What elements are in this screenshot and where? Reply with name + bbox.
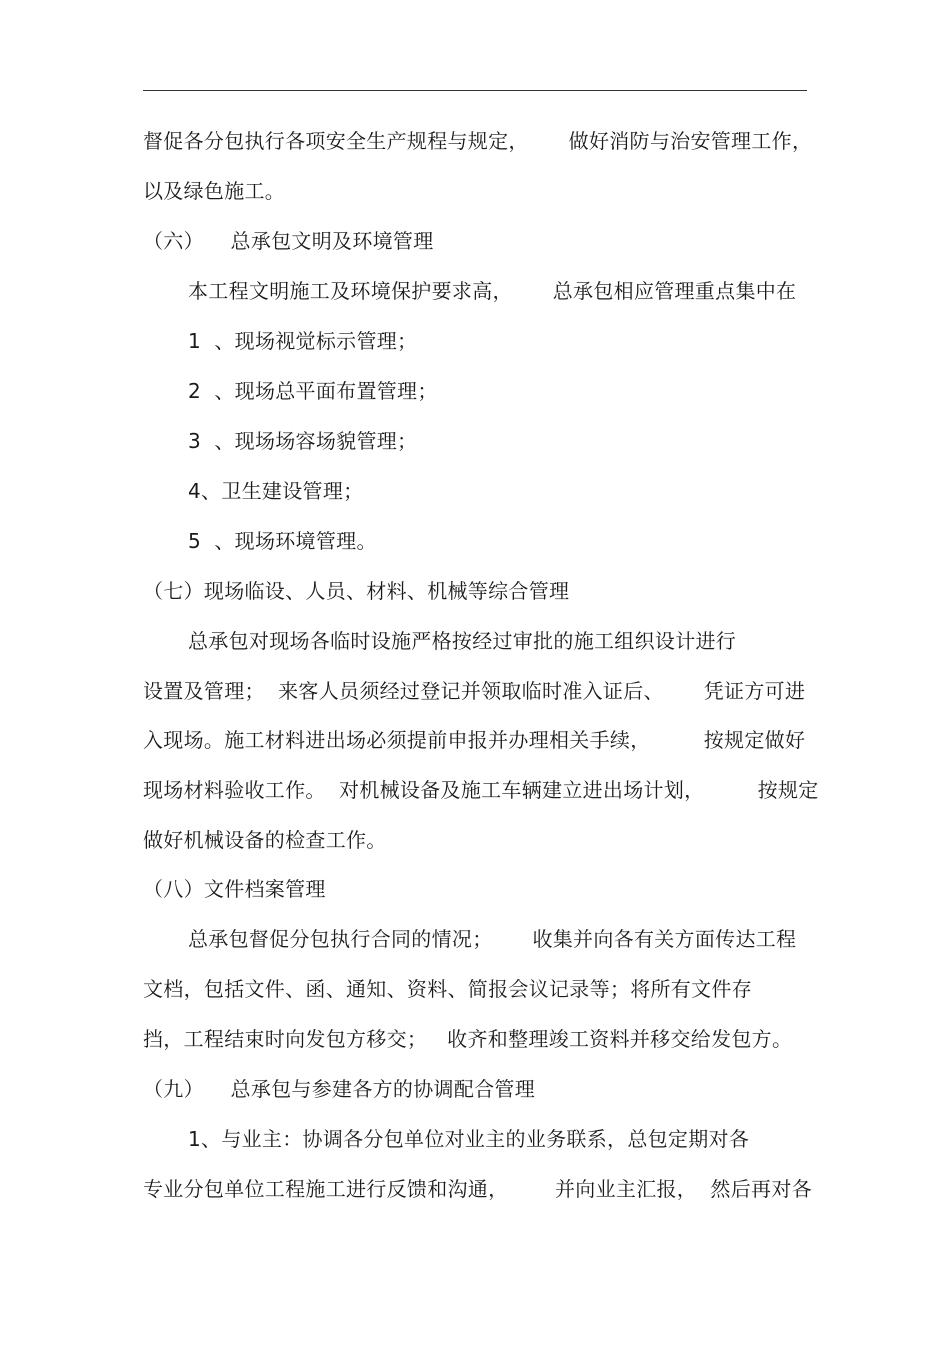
text-line: 总承包督促分包执行合同的情况； 收集并向各有关方面传达工程 [188, 927, 797, 951]
text-line: 总承包对现场各临时设施严格按经过审批的施工组织设计进行 [188, 629, 737, 653]
text-line: 做好机械设备的检查工作。 [143, 828, 387, 852]
text-line: 1、与业主：协调各分包单位对业主的业务联系，总包定期对各 [188, 1127, 750, 1151]
text-line: 5 、现场环境管理。 [188, 529, 377, 553]
text-line: （九） 总承包与参建各方的协调配合管理 [143, 1077, 536, 1101]
text-line: 入现场。施工材料进出场必须提前申报并办理相关手续， 按规定做好 [143, 728, 806, 752]
text-line: （七）现场临设、人员、材料、机械等综合管理 [143, 579, 570, 603]
text-line: 现场材料验收工作。 对机械设备及施工车辆建立进出场计划， 按规定 [143, 778, 819, 802]
text-line: 文档，包括文件、函、通知、资料、简报会议记录等；将所有文件存 [143, 977, 752, 1001]
text-line: 挡，工程结束时向发包方移交； 收齐和整理竣工资料并移交给发包方。 [143, 1027, 793, 1051]
text-line: 设置及管理； 来客人员须经过登记并领取临时准入证后、 凭证方可进 [143, 679, 806, 703]
text-line: 督促各分包执行各项安全生产规程与规定， 做好消防与治安管理工作， [143, 129, 813, 153]
text-line: 1 、现场视觉标示管理； [188, 329, 418, 353]
text-line: 4、卫生建设管理； [188, 479, 364, 503]
text-line: 2 、现场总平面布置管理； [188, 379, 438, 403]
text-line: 专业分包单位工程施工进行反馈和沟通， 并向业主汇报， 然后再对各 [143, 1177, 812, 1201]
text-line: 3 、现场场容场貌管理； [188, 429, 418, 453]
header-rule [143, 90, 807, 91]
text-line: 以及绿色施工。 [143, 179, 286, 203]
text-line: （六） 总承包文明及环境管理 [143, 229, 434, 253]
text-line: 本工程文明施工及环境保护要求高， 总承包相应管理重点集中在 [188, 279, 797, 303]
text-line: （八）文件档案管理 [143, 877, 326, 901]
